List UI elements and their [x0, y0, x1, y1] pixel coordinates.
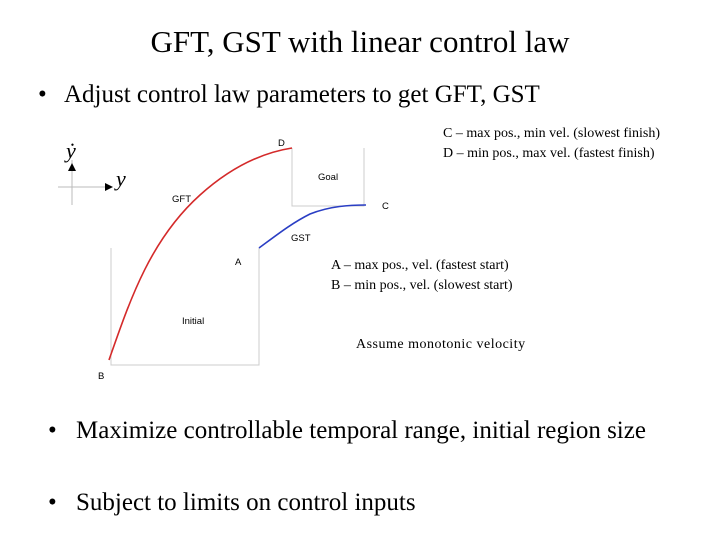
- notes-finish: [443, 124, 660, 164]
- goal-label: Goal: [318, 172, 339, 183]
- note-monotonic: Assume monotonic velocity: [356, 337, 526, 352]
- gst-curve: [259, 205, 366, 248]
- ydot-axis-label: ẏ: [66, 138, 76, 163]
- ydot-axis-arrow: [68, 163, 76, 171]
- bullet-subject: [48, 488, 688, 518]
- point-c-label: C: [382, 201, 389, 212]
- gft-label: GFT: [172, 194, 191, 205]
- gft-curve: [109, 148, 292, 360]
- y-axis-label: y: [116, 166, 126, 191]
- bullet-dot: •: [38, 81, 47, 108]
- bullet-subject-text: Subject to limits on control inputs: [76, 489, 416, 516]
- bullet-maximize: [48, 416, 688, 446]
- note-a: A – max pos., vel. (fastest start): [331, 258, 509, 273]
- point-d-label: D: [278, 138, 285, 149]
- point-b-label: B: [98, 371, 105, 382]
- note-b: B – min pos., vel. (slowest start): [331, 278, 513, 293]
- bullet-maximize-text: Maximize controllable temporal range, initial region size: [76, 417, 646, 444]
- y-axis-arrow: [105, 183, 113, 191]
- bullet-dot: •: [48, 489, 57, 516]
- note-d: D – min pos., max vel. (fastest finish): [443, 146, 655, 161]
- bullet-top-text: Adjust control law parameters to get GFT, GST: [64, 81, 540, 108]
- slide-title: GFT, GST with linear control law: [150, 24, 570, 59]
- note-c: C – max pos., min vel. (slowest finish): [443, 126, 660, 141]
- notes-start: [331, 256, 513, 296]
- point-a-label: A: [235, 257, 242, 268]
- bullet-dot: •: [48, 417, 57, 444]
- initial-label: Initial: [182, 316, 205, 327]
- gst-label: GST: [291, 233, 311, 244]
